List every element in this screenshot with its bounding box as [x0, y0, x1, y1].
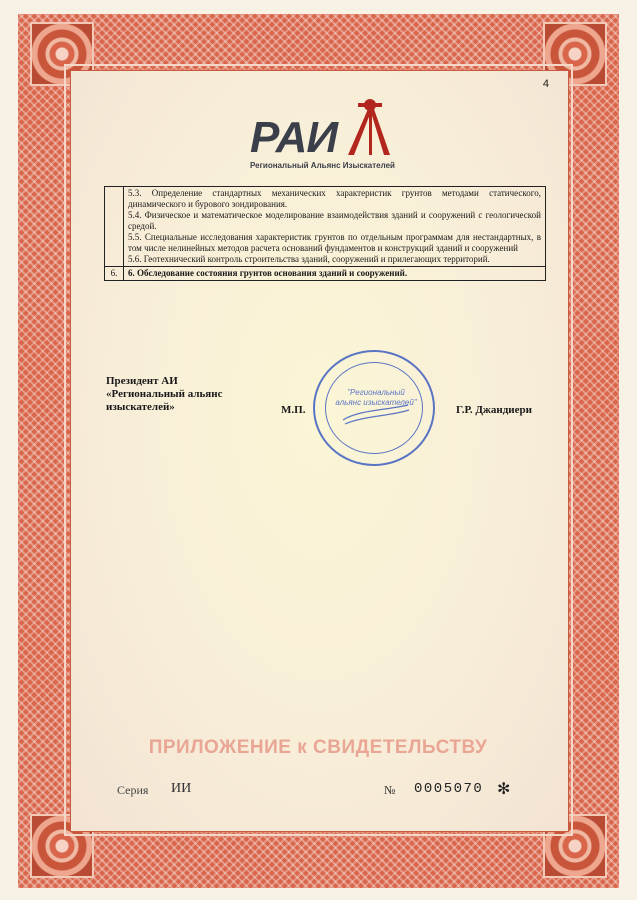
organization-logo [250, 95, 420, 175]
logo-wordmark: РАИ [250, 113, 337, 162]
paragraph: 5.6. Геотехнический контроль строительства зданий, сооружений и прилегающих территорий. [128, 254, 490, 264]
seal-text: "Региональный альянс изыскателей" [335, 388, 417, 407]
row-number [105, 187, 124, 267]
signatory-name: Г.Р. Джандиери [456, 404, 532, 416]
row-number: 6. [105, 267, 124, 281]
series-label: Серия [117, 783, 149, 797]
star-mark-icon: ✻ [497, 781, 511, 798]
signatory-title-line: «Региональный альянс [106, 388, 223, 400]
seal-emblem-icon [313, 350, 435, 466]
series-value: ИИ [171, 781, 192, 796]
paragraph: 5.4. Физическое и математическое моделирование взаимодействия зданий и сооружений с геологической средой. [128, 210, 541, 231]
signatory-title-line: Президент АИ [106, 375, 178, 387]
row-content [124, 267, 546, 281]
logo-subtitle: Региональный Альянс Изыскателей [250, 161, 395, 170]
signatory-title [106, 375, 256, 414]
row-content [124, 187, 546, 267]
seal-place-label: М.П. [281, 404, 306, 416]
page-number: 4 [542, 78, 549, 90]
number-label: № [384, 783, 396, 797]
signatory-title-line: изыскателей» [106, 401, 175, 413]
paragraph: 6. Обследование состояния грунтов основания зданий и сооружений. [128, 268, 408, 278]
paragraph: 5.3. Определение стандартных механических характеристик грунтов методами статического, динамического и бурового зондирования. [128, 188, 541, 209]
activity-table [104, 186, 546, 281]
appendix-title: ПРИЛОЖЕНИЕ к СВИДЕТЕЛЬСТВУ [148, 737, 488, 758]
paragraph: 5.5. Специальные исследования характеристик грунтов по отдельным программам для нестандартных, в том числе нелинейных методов расчета оснований фундаментов и конструкций зданий и сооружений [128, 232, 541, 253]
certificate-number: 0005070 [414, 781, 484, 797]
table-row [105, 267, 546, 281]
official-seal [313, 350, 435, 466]
table-row [105, 187, 546, 267]
